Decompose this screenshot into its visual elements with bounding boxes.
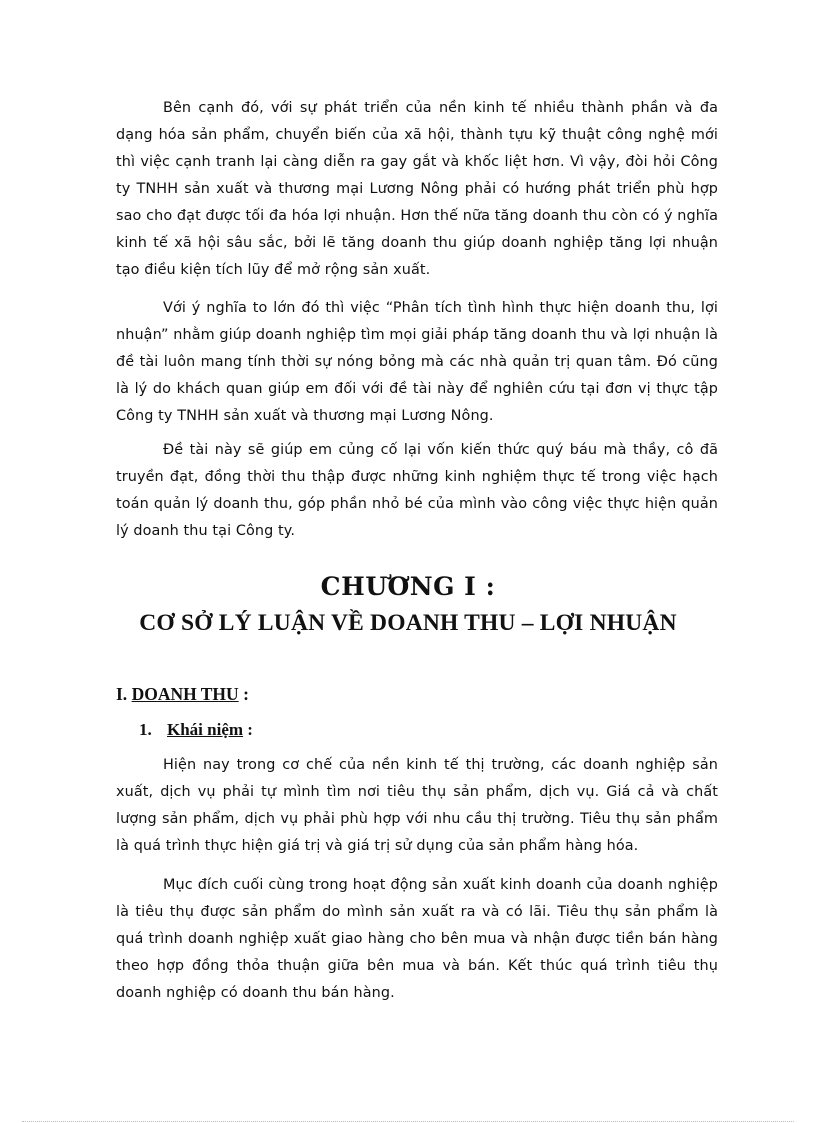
section-title: DOANH THU	[131, 684, 239, 704]
paragraph-purpose: Đề tài này sẽ giúp em củng cố lại vốn kiến thức quý báu mà thầy, cô đã truyền đạt, đồng thời thu thập được những kinh nghiệm thực tế trong việc hạch toán quản lý doanh thu, góp phần nhỏ bé của mình vào công việc thực hiện quản lý doanh thu tại Công ty.	[116, 442, 718, 539]
subsection-suffix: :	[243, 720, 253, 739]
subsection-heading	[139, 720, 253, 740]
paragraph-goal: Mục đích cuối cùng trong hoạt động sản xuất kinh doanh của doanh nghiệp là tiêu thụ được sản phẩm do mình sản xuất ra và có lãi. Tiêu thụ sản phẩm là quá trình doanh nghiệp xuất giao hàng cho bên mua và nhận được tiền bán hàng theo hợp đồng thỏa thuận giữa bên mua và bán. Kết thúc quá trình tiêu thụ doanh nghiệp có doanh thu bán hàng.	[116, 877, 718, 1001]
paragraph-significance: Với ý nghĩa to lớn đó thì việc “Phân tích tình hình thực hiện doanh thu, lợi nhuận” nhằm giúp doanh nghiệp tìm mọi giải pháp tăng doanh thu và lợi nhuận là đề tài luôn mang tính thời sự nóng bỏng mà các nhà quản trị quan tâm. Đó cũng là lý do khách quan giúp em đối với đề tài này để nghiên cứu tại đơn vị thực tập Công ty TNHH sản xuất và thương mại Lương Nông.	[116, 300, 718, 424]
subsection-number: 1.	[139, 720, 152, 739]
chapter-title: CHƯƠNG I :	[320, 572, 496, 601]
subsection-title: Khái niệm	[167, 720, 244, 739]
chapter-subtitle: CƠ SỞ LÝ LUẬN VỀ DOANH THU – LỢI NHUẬN	[139, 610, 677, 636]
paragraph-intro: Bên cạnh đó, với sự phát triển của nền kinh tế nhiều thành phần và đa dạng hóa sản phẩm, chuyển biến của xã hội, thành tựu kỹ thuật công nghệ mới thì việc cạnh tranh lại càng diễn ra gay gắt và khốc liệt hơn. Vì vậy, đòi hỏi Công ty TNHH sản xuất và thương mại Lương Nông phải có hướng phát triển phù hợp sao cho đạt được tối đa hóa lợi nhuận. Hơn thế nữa tăng doanh thu còn có ý nghĩa kinh tế xã hội sâu sắc, bởi lẽ tăng doanh thu giúp doanh nghiệp tăng lợi nhuận tạo điều kiện tích lũy để mở rộng sản xuất.	[116, 100, 718, 278]
paragraph-definition: Hiện nay trong cơ chế của nền kinh tế thị trường, các doanh nghiệp sản xuất, dịch vụ phải tự mình tìm nơi tiêu thụ sản phẩm, dịch vụ. Giá cả và chất lượng sản phẩm, dịch vụ phải phù hợp với nhu cầu thị trường. Tiêu thụ sản phẩm là quá trình thực hiện giá trị và giá trị sử dụng của sản phẩm hàng hóa.	[116, 757, 718, 854]
page-bottom-rule	[22, 1121, 794, 1122]
section-heading	[116, 684, 249, 705]
section-prefix: I.	[116, 684, 132, 704]
section-suffix: :	[238, 684, 249, 704]
